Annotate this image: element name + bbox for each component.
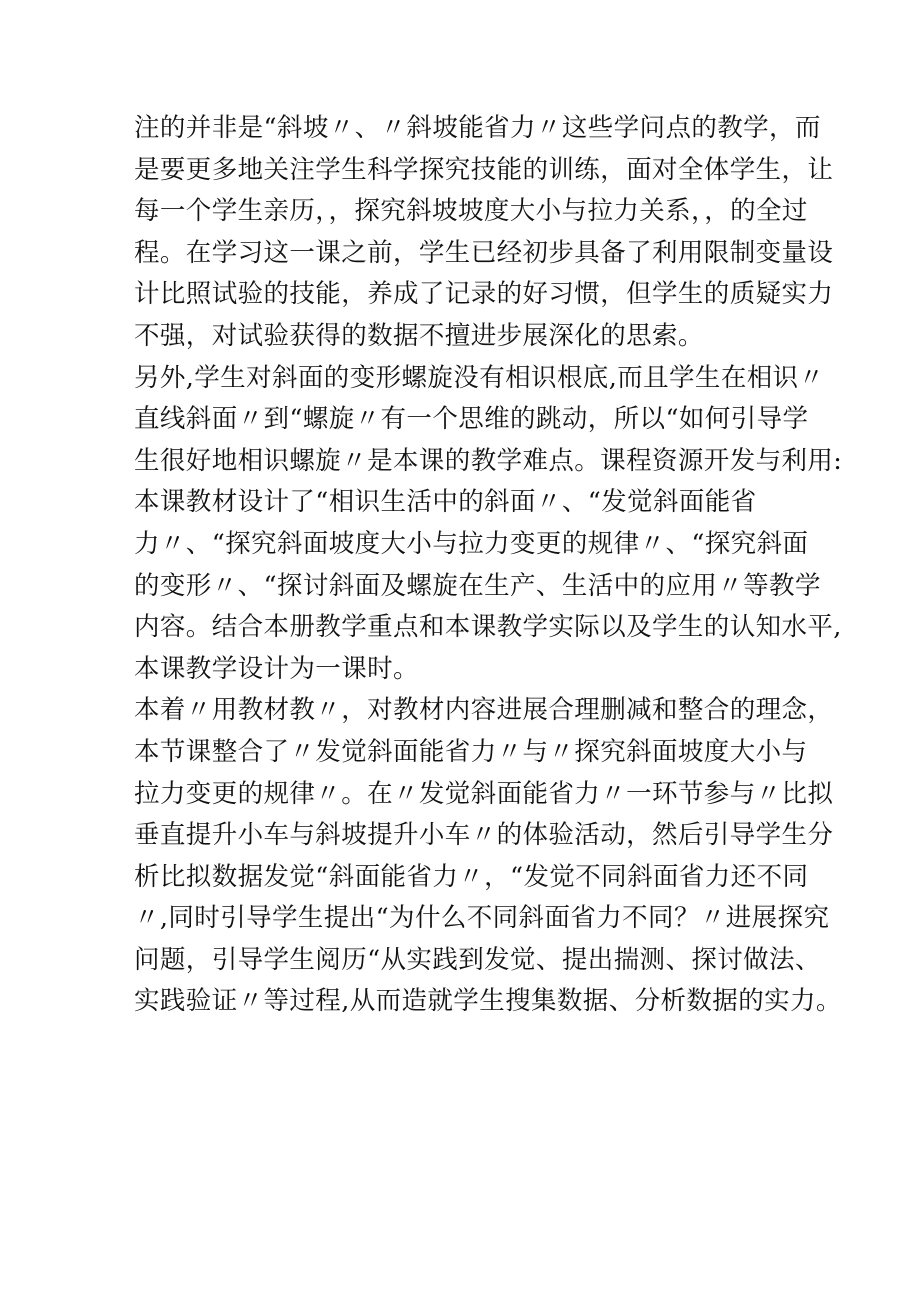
text-line: 垂直提升小车与斜坡提升小车〃的体验活动，然后引导学生分: [134, 820, 834, 851]
text-line: 是要更多地关注学生科学探究技能的训练，面对全体学生，让: [134, 154, 834, 185]
text-line: 注的并非是“斜坡〃、〃斜坡能省力〃这些学问点的教学，而: [134, 113, 821, 143]
text-line: 每一个学生亲历，，探究斜坡坡度大小与拉力关系，，的全过: [134, 196, 808, 227]
text-line: 计比照试验的技能，养成了记录的好习惯，但学生的质疑实力: [134, 279, 834, 310]
text-line: 本课教学设计为一课时。: [134, 653, 419, 684]
text-line: 力〃、“探究斜面坡度大小与拉力变更的规律〃、“探究斜面: [134, 528, 809, 559]
text-line: 析比拟数据发觉“斜面能省力〃，“发觉不同斜面省力还不同: [134, 861, 809, 892]
text-line: 本着〃用教材教〃，对教材内容进展合理删减和整合的理念，: [134, 695, 834, 726]
text-line: 本课教材设计了“相识生活中的斜面〃、“发觉斜面能省: [134, 487, 757, 518]
text-line: 本节课整合了〃发觉斜面能省力〃与〃探究斜面坡度大小与: [134, 736, 808, 767]
text-line: 实践验证〃等过程,从而造就学生搜集数据、分析数据的实力。: [134, 986, 842, 1017]
body-text: [134, 108, 843, 1023]
text-line: 程。在学习这一课之前，学生已经初步具备了利用限制变量设: [134, 237, 834, 268]
text-line: 另外,学生对斜面的变形螺旋没有相识根底,而且学生在相识〃: [134, 362, 825, 393]
text-line: 内容。结合本册教学重点和本课教学实际以及学生的认知水平,: [134, 612, 842, 643]
text-line: 直线斜面〃到“螺旋〃有一个思维的跳动，所以“如何引导学: [134, 404, 809, 435]
text-line: 拉力变更的规律〃。在〃发觉斜面能省力〃一环节参与〃比拟: [134, 778, 834, 809]
text-line: 不强，对试验获得的数据不擅进步展深化的思索。: [134, 320, 704, 351]
text-line: 〃,同时引导学生提出“为什么不同斜面省力不同？〃进展探究: [134, 903, 830, 934]
text-line: 生很好地相识螺旋〃是本课的教学难点。课程资源开发与利用:: [134, 445, 843, 476]
text-line: 问题，引导学生阅历“从实践到发觉、提出揣测、探讨做法、: [134, 944, 821, 975]
text-line: 的变形〃、“探讨斜面及螺旋在生产、生活中的应用〃等教学: [134, 570, 821, 601]
